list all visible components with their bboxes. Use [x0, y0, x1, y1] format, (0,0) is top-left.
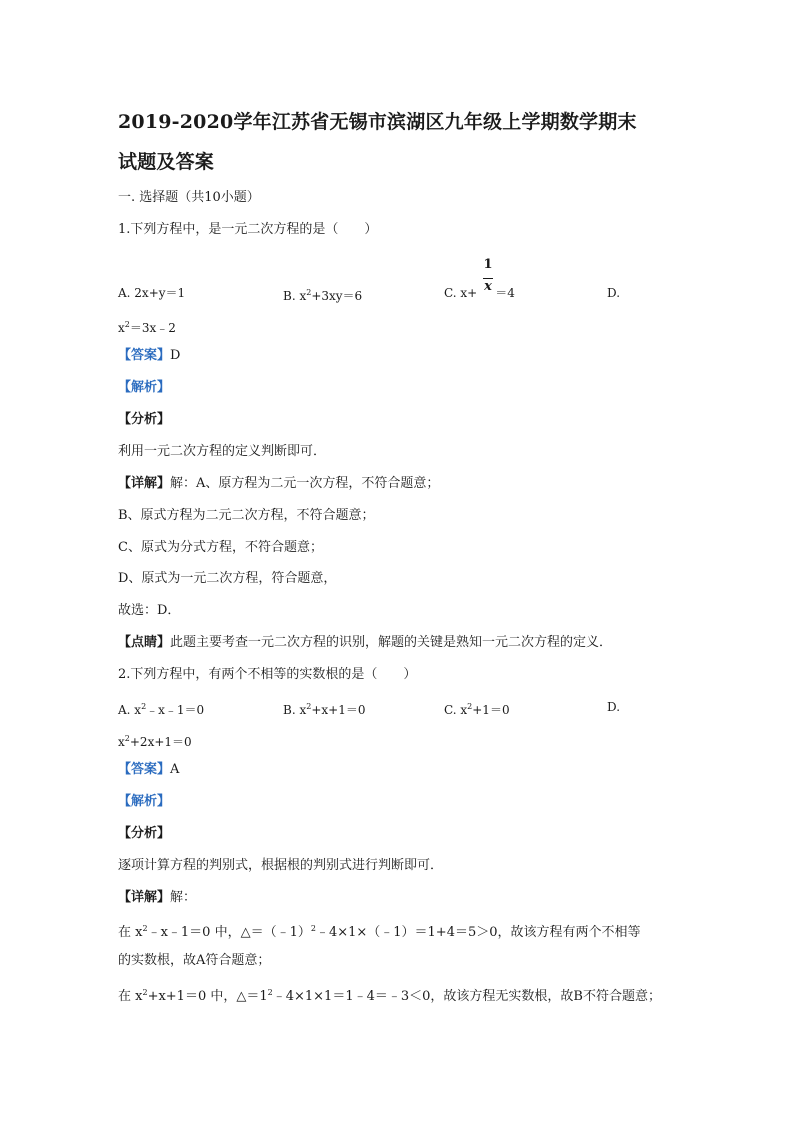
- q1-detail-line3: C、原式为分式方程，不符合题意；: [118, 540, 323, 555]
- q2-l1-part-c: ﹣4×1×（﹣1）＝1+4＝5＞0，故该方程有两个不相等: [315, 925, 641, 940]
- q1-comment: [118, 634, 612, 652]
- q1-option-b-rest: +3xy＝6: [311, 289, 363, 303]
- document-title-line2: 试题及答案: [118, 151, 215, 173]
- q2-option-d: D.: [607, 700, 621, 714]
- q1-option-b-exponent: 2: [306, 288, 312, 297]
- q1-option-c-text: C. x+: [444, 286, 478, 300]
- q2-stem: 2.下列方程中，有两个不相等的实数根的是（ ）: [118, 667, 417, 682]
- q1-detail-line2: B、原式方程为二元二次方程，不符合题意；: [118, 508, 375, 523]
- q1-option-b: [283, 284, 362, 305]
- q2-option-d-text: x: [118, 735, 125, 749]
- q2-option-b-exponent: 2: [306, 702, 312, 711]
- q2-option-d-exponent: 2: [124, 734, 130, 743]
- q2-l3-exponent-a: 2: [142, 988, 148, 997]
- q2-l3-exponent-b: 2: [267, 988, 273, 997]
- q1-detail-text1: 解：A、原方程为二元一次方程，不符合题意；: [170, 476, 440, 491]
- q1-answer: [118, 347, 180, 365]
- q1-detail-line4: D、原式为一元二次方程，符合题意，: [118, 571, 337, 586]
- q1-detail-line1: [118, 475, 439, 493]
- q2-detail-colon: 解：: [170, 890, 197, 905]
- q1-comment-tag: 【点睛】: [118, 635, 171, 650]
- q2-detail-line1: [118, 920, 641, 942]
- q2-option-a-rest: ﹣x﹣1＝0: [146, 703, 205, 717]
- document-title-line1: 2019-2020学年江苏省无锡市滨湖区九年级上学期数学期末: [118, 111, 637, 133]
- q1-detail-tag: 【详解】: [118, 476, 171, 491]
- q2-option-d-equation: [118, 730, 192, 751]
- q2-option-b: [283, 698, 365, 719]
- q2-l1-part-a: 在 x: [118, 925, 143, 940]
- q2-fenxi-text: 逐项计算方程的判别式，根据根的判别式进行判断即可．: [118, 858, 444, 873]
- q1-choose: 故选：D．: [118, 603, 181, 618]
- q1-option-a: A. 2x+y＝1: [118, 286, 186, 300]
- q2-l3-part-c: ﹣4×1×1＝1﹣4＝﹣3＜0，故该方程无实数根，故B不符合题意；: [272, 989, 661, 1004]
- q2-option-b-rest: +x+1＝0: [311, 703, 366, 717]
- q1-option-c-numerator: 1: [483, 257, 493, 272]
- q2-answer-tag: 【答案】: [118, 762, 171, 777]
- q2-l3-part-a: 在 x: [118, 989, 143, 1004]
- q2-option-a-text: A. x: [118, 703, 142, 717]
- q1-comment-text: 此题主要考查一元二次方程的识别，解题的关键是熟知一元二次方程的定义．: [170, 635, 613, 650]
- q1-option-d-exponent: 2: [124, 320, 130, 329]
- q1-option-c: [444, 284, 515, 302]
- q1-option-d: D.: [607, 286, 621, 300]
- q2-l1-exponent-a: 2: [142, 924, 148, 933]
- q2-detail-line3: [118, 984, 661, 1006]
- q1-fenxi-tag: 【分析】: [118, 412, 171, 427]
- q1-fenxi-text: 利用一元二次方程的定义判断即可．: [118, 444, 327, 459]
- q1-analysis-tag: 【解析】: [118, 380, 171, 395]
- q2-option-c: [444, 698, 510, 719]
- q2-detail-tag: 【详解】: [118, 890, 171, 905]
- q2-fenxi-tag: 【分析】: [118, 826, 171, 841]
- q2-answer-value: A: [170, 762, 180, 777]
- q2-option-c-exponent: 2: [467, 702, 473, 711]
- q1-option-d-text: x: [118, 321, 125, 335]
- q1-stem: 1.下列方程中，是一元二次方程的是（ ）: [118, 222, 378, 237]
- q1-option-d-rest: ＝3x﹣2: [129, 321, 176, 335]
- q1-option-b-text: B. x: [283, 289, 307, 303]
- q2-option-d-rest: +2x+1＝0: [129, 735, 192, 749]
- q2-option-a: [118, 698, 204, 719]
- q1-option-c-denominator: x: [484, 279, 492, 294]
- q2-l1-exponent-b: 2: [310, 924, 316, 933]
- q2-l3-part-b: +x+1＝0 中，△＝1: [147, 989, 268, 1004]
- q2-option-c-rest: +1＝0: [472, 703, 510, 717]
- q1-answer-value: D: [170, 348, 181, 363]
- q2-detail-line2: 的实数根，故A符合题意；: [118, 953, 271, 968]
- q2-option-a-exponent: 2: [141, 702, 147, 711]
- q2-option-c-text: C. x: [444, 703, 468, 717]
- q2-answer: [118, 761, 179, 779]
- q1-answer-tag: 【答案】: [118, 348, 171, 363]
- q1-option-c-rest: ＝4: [495, 286, 515, 300]
- section-heading: 一. 选择题（共10小题）: [118, 190, 260, 205]
- q2-l1-part-b: ﹣x﹣1＝0 中，△＝（﹣1）: [147, 925, 311, 940]
- q1-option-d-equation: [118, 316, 176, 337]
- q2-option-b-text: B. x: [283, 703, 307, 717]
- q2-detail-heading: [118, 889, 196, 907]
- q2-analysis-tag: 【解析】: [118, 794, 171, 809]
